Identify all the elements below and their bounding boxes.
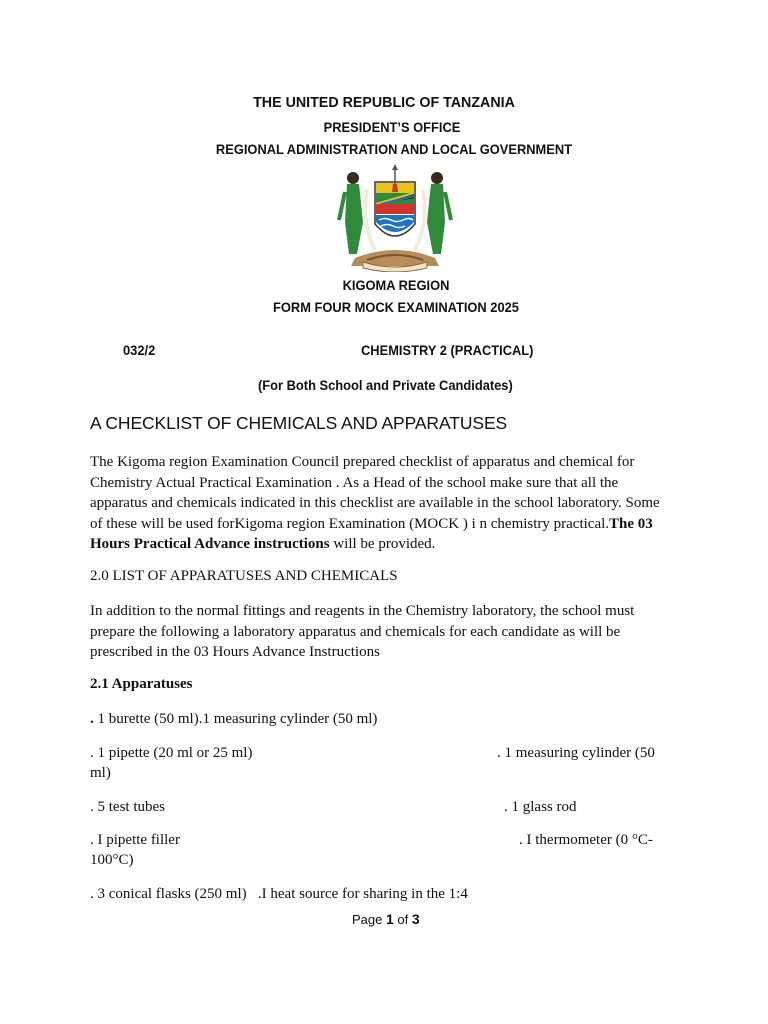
page-total: 3 (411, 911, 420, 927)
apparatus-row-3-left: . 5 test tubes (90, 799, 165, 815)
region-title: KIGOMA REGION (342, 277, 450, 293)
paper-code: 032/2 (123, 342, 156, 358)
apparatus-row-4-right: . I thermometer (0 °C- (519, 832, 653, 848)
section-title: 2.0 LIST OF APPARATUSES AND CHEMICALS (90, 568, 398, 584)
apparatus-row-2-left: . 1 pipette (20 ml or 25 ml) (90, 745, 253, 761)
checklist-heading: A CHECKLIST OF CHEMICALS AND APPARATUSES (90, 413, 508, 433)
page-word: Page (352, 912, 386, 927)
intro-tail: will be provided. (329, 536, 436, 552)
apparatus-row-3-right: . 1 glass rod (504, 799, 577, 815)
page-footer (352, 911, 420, 927)
of-word: of (393, 912, 412, 927)
paper-title: CHEMISTRY 2 (PRACTICAL) (361, 342, 534, 358)
apparatus-row-4-left: . I pipette filler (90, 832, 180, 848)
tanzania-coat-of-arms-icon (335, 162, 455, 272)
exam-title: FORM FOUR MOCK EXAMINATION 2025 (273, 299, 519, 315)
apparatus-heading: 2.1 Apparatuses (90, 676, 193, 692)
apparatus-row-1 (90, 709, 377, 729)
apparatus-row-4-wrap: 100°C) (90, 852, 134, 868)
section-paragraph: In addition to the normal fittings and reagents in the Chemistry laboratory, the school must prepare the following a laboratory apparatus and chemicals for each candidate as will be prescribed in the 03 Hours Advance Instructions (90, 603, 635, 660)
apparatus-row-1-bullet: . (90, 711, 94, 727)
apparatus-row-2-right: . 1 measuring cylinder (50 (497, 745, 655, 761)
page-number: 1 (385, 911, 394, 927)
apparatus-row-1-text: 1 burette (50 ml).1 measuring cylinder (50 ml) (93, 711, 378, 727)
intro-text: The Kigoma region Examination Council prepared checklist of apparatus and chemical for Chemistry Actual Practical Examination . As a Head of the school make sure that all the apparatus and chemicals indicated in this checklist are available in the school laboratory. Some of these will be used forKigoma region Examination (MOCK ) i n chemistry practical. (90, 454, 660, 532)
candidates-note: (For Both School and Private Candidates) (258, 377, 513, 393)
apparatus-row-2-wrap: ml) (90, 765, 111, 781)
apparatus-row-5: . 3 conical flasks (250 ml) .I heat source for sharing in the 1:4 (90, 886, 468, 902)
ministry-title: REGIONAL ADMINISTRATION AND LOCAL GOVERNMENT (215, 141, 573, 157)
country-title: THE UNITED REPUBLIC OF TANZANIA (253, 94, 515, 111)
intro-bold: The 03 Hours Practical Advance instructions (90, 515, 653, 552)
office-title: PRESIDENT’S OFFICE (323, 119, 461, 135)
intro-paragraph (90, 452, 670, 555)
